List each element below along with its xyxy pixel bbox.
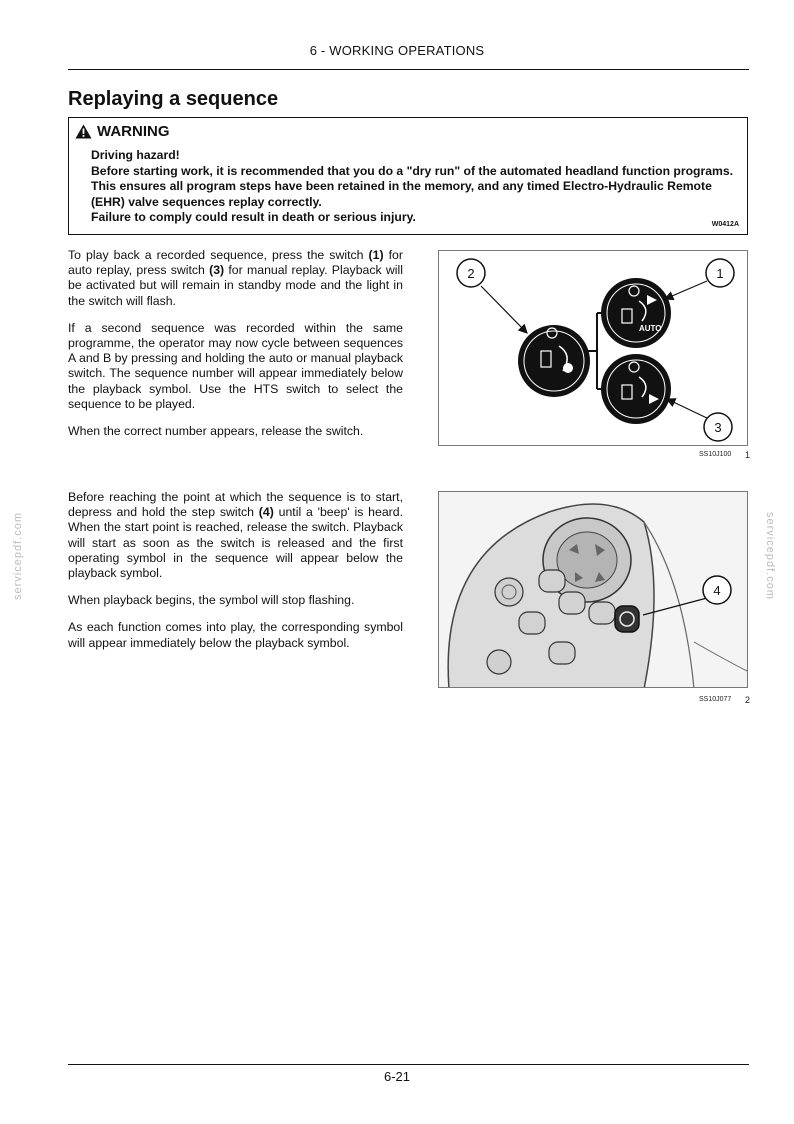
- warning-triangle-icon: [75, 124, 92, 139]
- warning-code: W0412A: [711, 221, 739, 228]
- warning-text: [91, 148, 741, 226]
- svg-text:4: 4: [713, 583, 721, 598]
- watermark-left: servicepdf.com: [12, 512, 24, 600]
- section1-paragraph-2: If a second sequence was recorded within the same programme, the operator may now cycle between sequences A and B by pressing and holding the auto or manual playback switch. The sequence number will appear immediately below the playback symbol. Use the HTS switch to select the sequence to be played.: [68, 320, 403, 411]
- svg-text:2: 2: [467, 266, 475, 281]
- control-console-photo: [439, 492, 748, 688]
- switch-panel-diagram: [439, 251, 748, 446]
- callout-3: [704, 413, 732, 441]
- header-rule: [68, 69, 749, 70]
- section2-paragraph-2: When playback begins, the symbol will stop flashing.: [68, 593, 355, 608]
- svg-text:3: 3: [714, 420, 722, 435]
- figure-2-control-console: [438, 491, 748, 688]
- section1-text: [68, 248, 403, 451]
- warning-hazard: Driving hazard!: [91, 148, 180, 162]
- callout-1: [706, 259, 734, 287]
- warning-consequence: Failure to comply could result in death or serious injury.: [91, 210, 416, 225]
- record-switch: [518, 325, 590, 397]
- svg-text:1: 1: [716, 266, 724, 281]
- watermark-right: servicepdf.com: [764, 512, 776, 600]
- footer-rule: [68, 1064, 749, 1065]
- auto-replay-switch: [601, 278, 671, 348]
- figure-2-number: 2: [745, 695, 751, 705]
- callout-4: [703, 576, 731, 604]
- callout-2: [457, 259, 485, 287]
- warning-label: WARNING: [97, 123, 170, 140]
- warning-box: [68, 117, 748, 235]
- section1-paragraph-3: When the correct number appears, release the switch.: [68, 424, 364, 439]
- section-header: 6 - WORKING OPERATIONS: [309, 43, 485, 58]
- section2-paragraph-3: As each function comes into play, the corresponding symbol will appear immediately below the playback symbol.: [68, 620, 403, 650]
- figure-2-caption: SS10J077: [699, 696, 732, 703]
- step-switch: [615, 606, 639, 632]
- warning-instruction: Before starting work, it is recommended that you do a "dry run" of the automated headland function programs. This ensures all program steps have been retained in the memory, and any timed Electro-Hydraulic Remote (EHR) valve sequences replay correctly.: [91, 163, 733, 209]
- page-title: Replaying a sequence: [68, 88, 279, 110]
- warning-heading: [75, 123, 170, 140]
- section2-text: [68, 490, 403, 663]
- auto-label: AUTO: [639, 324, 662, 333]
- manual-replay-switch: [601, 354, 671, 424]
- figure-1-caption: SS10J100: [699, 451, 732, 458]
- page-number: 6-21: [383, 1069, 411, 1084]
- section1-paragraph-1: To play back a recorded sequence, press the switch (1) for auto replay, press switch (3) for manual replay. Playback will be activated but will remain in standby mode and the light in the switch will flash.: [68, 248, 403, 308]
- figure-1-number: 1: [745, 450, 751, 460]
- figure-1-switch-panel: [438, 250, 748, 446]
- section2-paragraph-1: Before reaching the point at which the sequence is to start, depress and hold the step switch (4) until a 'beep' is heard. When the start point is reached, release the switch. Playback will start as soon as the switch is released and the first operating symbol in the sequence will appear below the playback symbol.: [68, 490, 404, 581]
